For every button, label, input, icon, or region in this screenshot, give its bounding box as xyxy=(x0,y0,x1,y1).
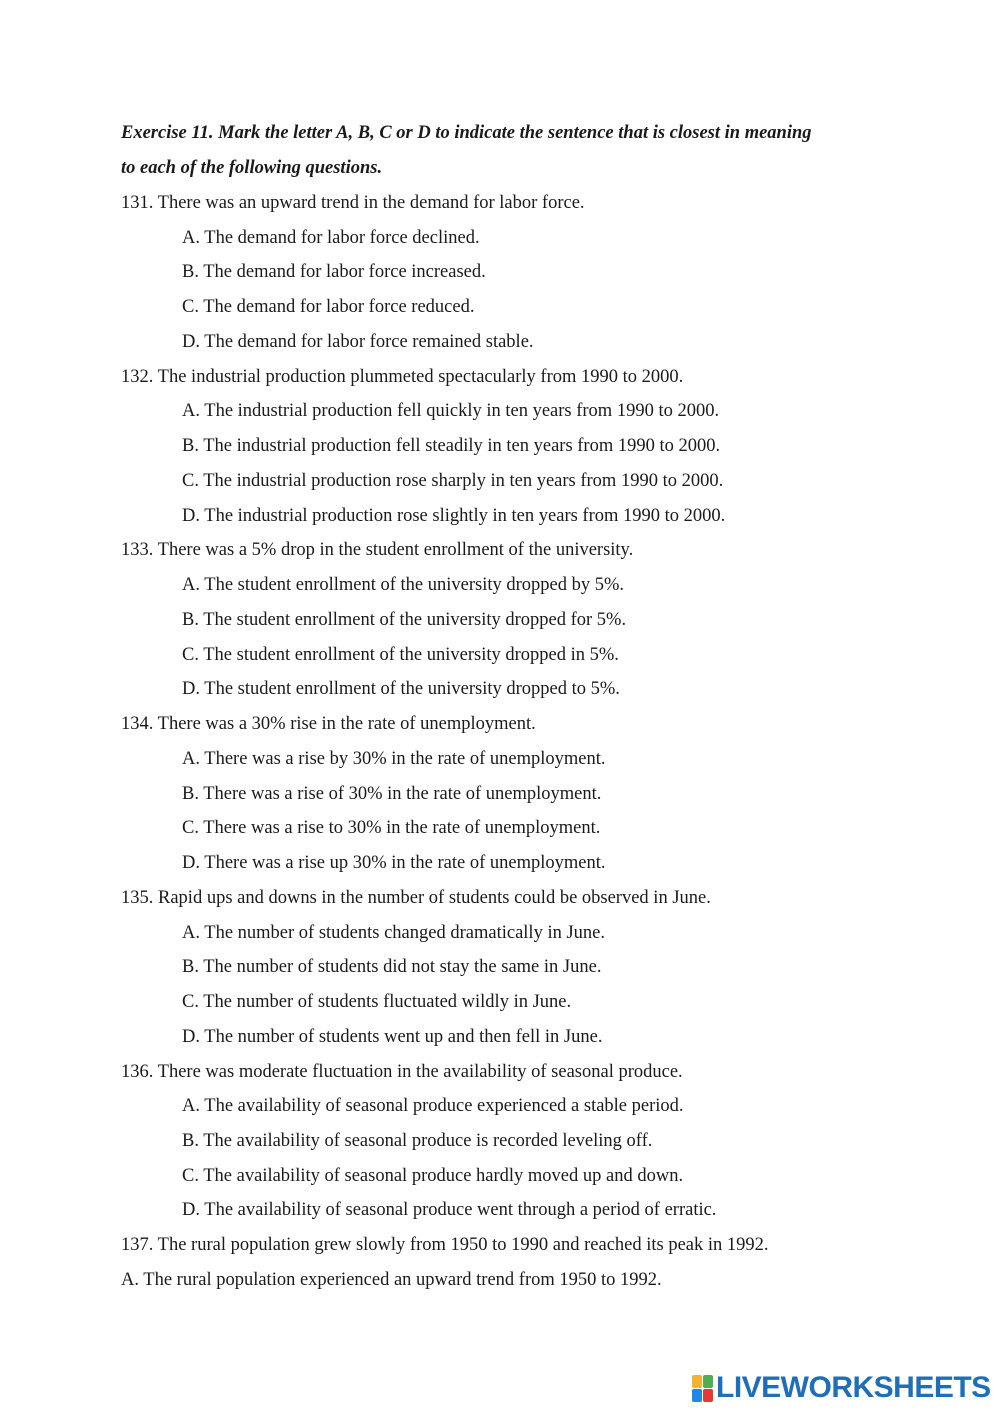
question-137-option-a[interactable]: A. The rural population experienced an upward trend from 1950 to 1992. xyxy=(121,1270,662,1290)
question-135-stem: 135. Rapid ups and downs in the number of students could be observed in June. xyxy=(121,888,711,908)
question-131-option-c[interactable]: C. The demand for labor force reduced. xyxy=(182,297,475,317)
question-137-stem: 137. The rural population grew slowly from 1950 to 1990 and reached its peak in 1992. xyxy=(121,1235,769,1255)
question-132-stem: 132. The industrial production plummeted spectacularly from 1990 to 2000. xyxy=(121,367,684,387)
question-134-option-c[interactable]: C. There was a rise to 30% in the rate of unemployment. xyxy=(182,818,601,838)
question-135-option-b[interactable]: B. The number of students did not stay the same in June. xyxy=(182,957,602,977)
question-136-stem: 136. There was moderate fluctuation in the availability of seasonal produce. xyxy=(121,1062,683,1082)
question-133-option-d[interactable]: D. The student enrollment of the university dropped to 5%. xyxy=(182,679,620,699)
question-134-option-a[interactable]: A. There was a rise by 30% in the rate of unemployment. xyxy=(182,749,606,769)
question-131-stem: 131. There was an upward trend in the demand for labor force. xyxy=(121,193,585,213)
question-131-option-a[interactable]: A. The demand for labor force declined. xyxy=(182,228,480,248)
question-134-option-d[interactable]: D. There was a rise up 30% in the rate of unemployment. xyxy=(182,853,606,873)
question-136-option-b[interactable]: B. The availability of seasonal produce is recorded leveling off. xyxy=(182,1131,653,1151)
question-133-stem: 133. There was a 5% drop in the student enrollment of the university. xyxy=(121,540,634,560)
exercise-title-line2: to each of the following questions. xyxy=(121,158,383,178)
question-135-option-a[interactable]: A. The number of students changed dramatically in June. xyxy=(182,923,605,943)
question-134-stem: 134. There was a 30% rise in the rate of unemployment. xyxy=(121,714,536,734)
question-131-option-d[interactable]: D. The demand for labor force remained stable. xyxy=(182,332,534,352)
question-131-option-b[interactable]: B. The demand for labor force increased. xyxy=(182,262,486,282)
question-132-option-a[interactable]: A. The industrial production fell quickly in ten years from 1990 to 2000. xyxy=(182,401,720,421)
question-135-option-c[interactable]: C. The number of students fluctuated wildly in June. xyxy=(182,992,572,1012)
question-133-option-a[interactable]: A. The student enrollment of the university dropped by 5%. xyxy=(182,575,625,595)
liveworksheets-logo-text: LIVEWORKSHEETS xyxy=(716,1371,991,1404)
liveworksheets-logo-icon xyxy=(692,1375,712,1401)
liveworksheets-logo xyxy=(692,1372,991,1404)
question-132-option-b[interactable]: B. The industrial production fell steadily in ten years from 1990 to 2000. xyxy=(182,436,721,456)
question-134-option-b[interactable]: B. There was a rise of 30% in the rate of unemployment. xyxy=(182,784,602,804)
question-132-option-d[interactable]: D. The industrial production rose slightly in ten years from 1990 to 2000. xyxy=(182,506,726,526)
question-136-option-d[interactable]: D. The availability of seasonal produce went through a period of erratic. xyxy=(182,1200,717,1220)
question-136-option-a[interactable]: A. The availability of seasonal produce experienced a stable period. xyxy=(182,1096,684,1116)
question-132-option-c[interactable]: C. The industrial production rose sharply in ten years from 1990 to 2000. xyxy=(182,471,724,491)
exercise-title-line1: Exercise 11. Mark the letter A, B, C or D to indicate the sentence that is closest in meaning xyxy=(121,123,812,143)
question-136-option-c[interactable]: C. The availability of seasonal produce hardly moved up and down. xyxy=(182,1166,684,1186)
question-133-option-c[interactable]: C. The student enrollment of the university dropped in 5%. xyxy=(182,645,619,665)
question-133-option-b[interactable]: B. The student enrollment of the university dropped for 5%. xyxy=(182,610,627,630)
question-135-option-d[interactable]: D. The number of students went up and then fell in June. xyxy=(182,1027,603,1047)
